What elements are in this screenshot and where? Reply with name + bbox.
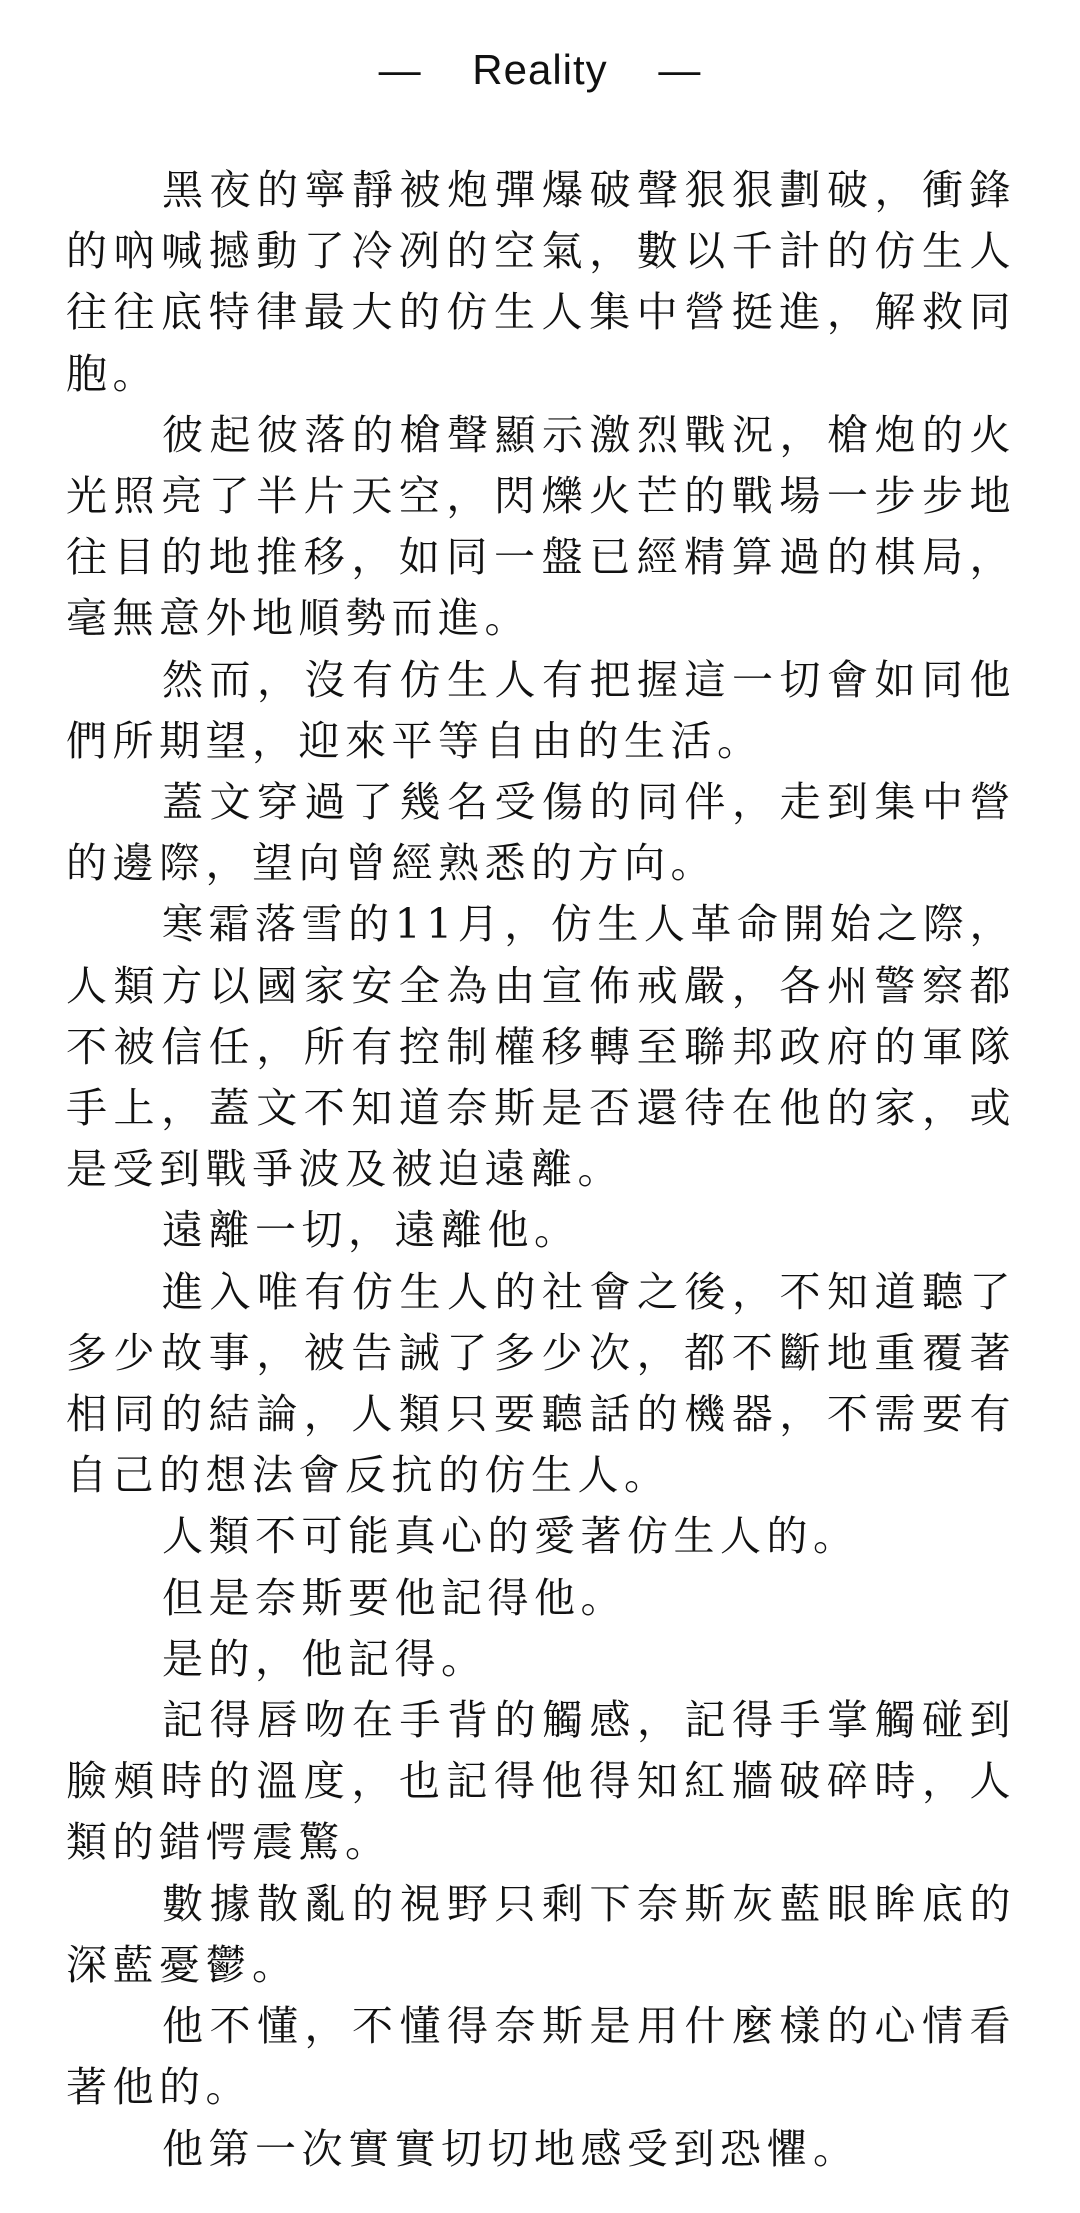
paragraph: 是的，他記得。 (162, 1634, 488, 1683)
paragraph: 彼起彼落的槍聲顯示激烈戰況，槍炮的火光照亮了半片天空，閃爍火芒的戰場一步步地往目的地推移，如同一盤已經精算過的棋局，毫無意外地順勢而進。 (66, 410, 1016, 643)
paragraph: 他第一次實實切切地感受到恐懼。 (162, 2124, 860, 2173)
paragraph: 他不懂，不懂得奈斯是用什麼樣的心情看著他的。 (66, 2002, 1016, 2112)
paragraph: 蓋文穿過了幾名受傷的同伴，走到集中營的邊際，望向曾經熟悉的方向。 (66, 778, 1016, 888)
paragraph: 然而，沒有仿生人有把握這一切會如同他們所期望，迎來平等自由的生活。 (66, 655, 1016, 765)
paragraph: 記得唇吻在手背的觸感，記得手掌觸碰到臉頰時的溫度，也記得他得知紅牆破碎時，人類的錯愕震驚。 (66, 1696, 1016, 1867)
paragraph: 數據散亂的視野只剩下奈斯灰藍眼眸底的深藍憂鬱。 (66, 1879, 1016, 1989)
paragraph: 寒霜落雪的11月，仿生人革命開始之際，人類方以國家安全為由宣佈戒嚴，各州警察都不被信任，所有控制權移轉至聯邦政府的軍隊手上，蓋文不知道奈斯是否還待在他的家，或是受到戰爭波及被迫遠離。 (66, 900, 1016, 1194)
paragraph: 進入唯有仿生人的社會之後，不知道聽了多少故事，被告誡了多少次，都不斷地重覆著相同的結論，人類只要聽話的機器，不需要有自己的想法會反抗的仿生人。 (66, 1267, 1016, 1500)
story-body (66, 160, 1016, 2180)
paragraph: 遠離一切，遠離他。 (162, 1206, 581, 1255)
chapter-title: — Reality — (378, 46, 702, 93)
paragraph: 但是奈斯要他記得他。 (162, 1573, 627, 1622)
paragraph: 人類不可能真心的愛著仿生人的。 (162, 1512, 860, 1561)
paragraph: 黑夜的寧靜被炮彈爆破聲狠狠劃破，衝鋒的吶喊撼動了冷冽的空氣，數以千計的仿生人往往底特律最大的仿生人集中營挺進，解救同胞。 (66, 166, 1016, 398)
